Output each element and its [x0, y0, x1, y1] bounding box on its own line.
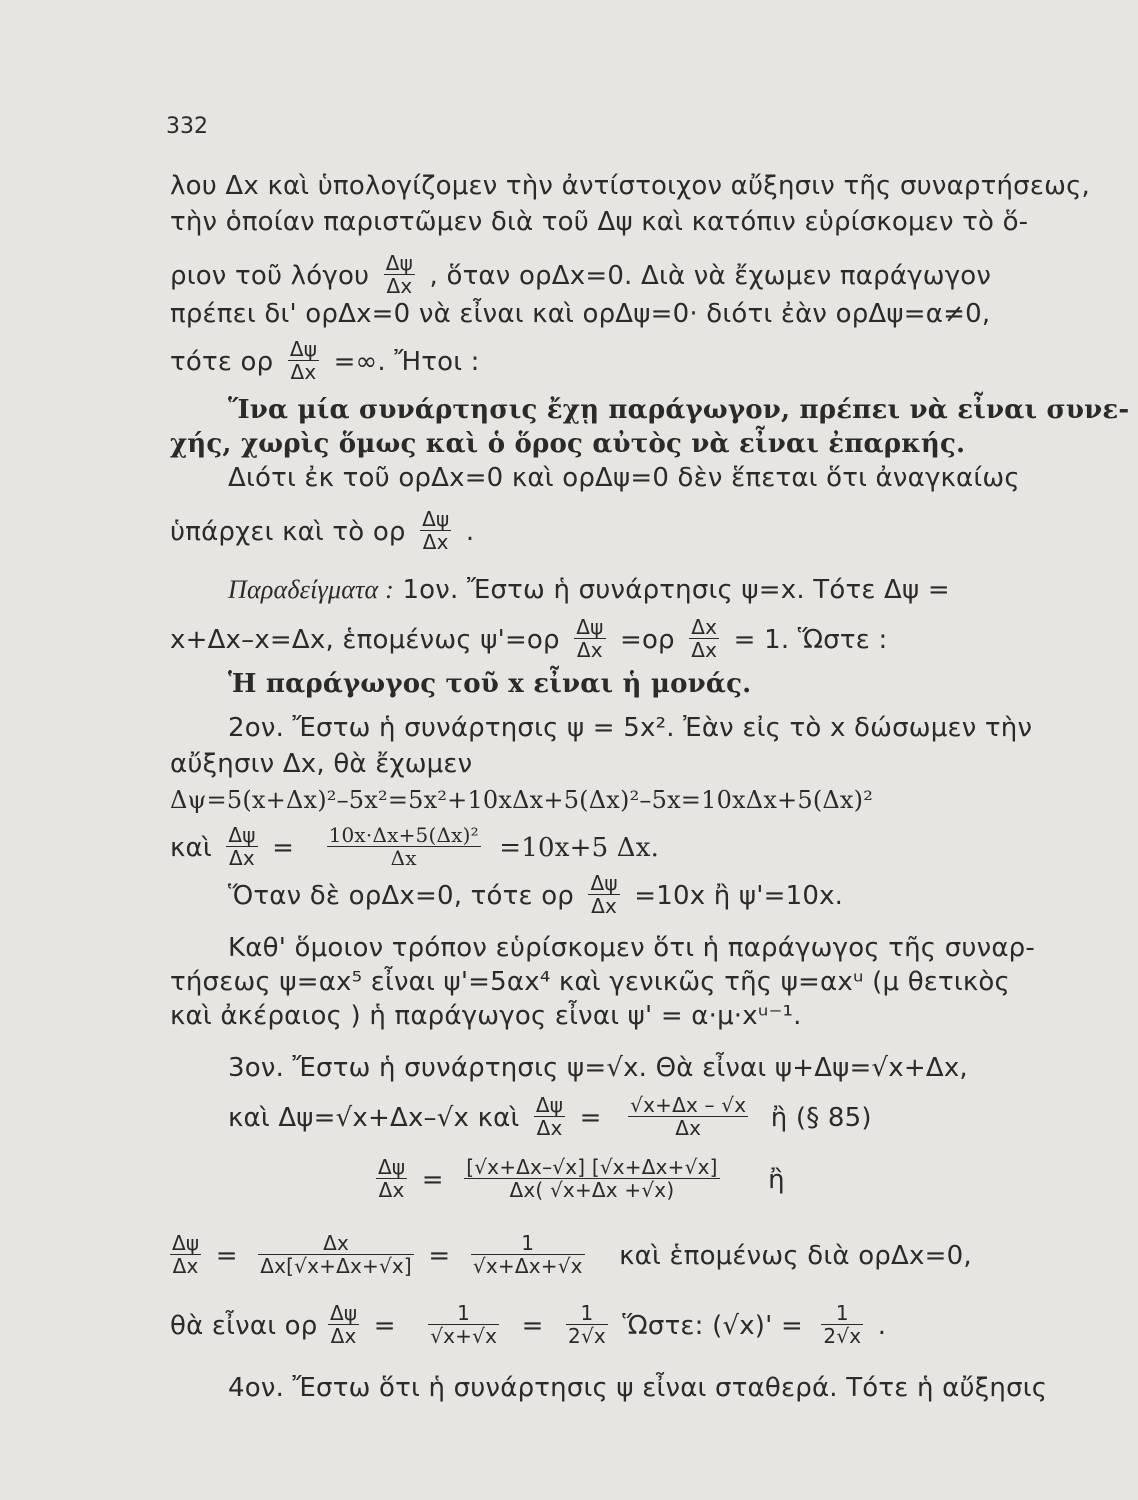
text-line: πρέπει δι' ορΔx=0 νὰ εἶναι καὶ ορΔψ=0· διότι ἐὰν ορΔψ=α≠0,: [170, 299, 991, 329]
fraction-denominator: Δx: [422, 530, 449, 554]
text-line: αὔξησιν Δx, θὰ ἔχωμεν: [170, 749, 473, 779]
fraction-denominator: Δx: [172, 1254, 199, 1278]
theorem-line: Ἡ παράγωγος τοῦ x εἶναι ἡ μονάς.: [228, 669, 752, 699]
fraction-denominator: Δx: [576, 638, 603, 662]
fraction: [376, 1156, 407, 1201]
text-span: Ὅταν δὲ ορΔx=0, τότε ορ: [228, 881, 575, 911]
fraction-denominator: Δx[√x+Δx+√x]: [260, 1254, 412, 1278]
fraction: [574, 616, 605, 661]
text-span: .: [465, 517, 475, 547]
text-line: καὶ ἀκέραιος ) ἡ παράγωγος εἶναι ψ' = α·μ·xᵘ⁻¹.: [170, 1001, 802, 1031]
text-line: τὴν ὁποίαν παριστῶμεν διὰ τοῦ Δψ καὶ κατόπιν εὑρίσκομεν τὸ ὅ-: [170, 207, 1029, 237]
text-line: τήσεως ψ=αx⁵ εἶναι ψ'=5αx⁴ καὶ γενικῶς τῆς ψ=αxᵘ (μ θετικὸς: [170, 967, 1010, 997]
fraction-numerator: 1: [428, 1302, 499, 1325]
text-span: =ορ: [619, 625, 675, 655]
equals-sign: =: [579, 1103, 602, 1133]
fraction-numerator: 1: [471, 1232, 585, 1255]
fraction: [328, 1302, 359, 1347]
fraction: [534, 1094, 565, 1139]
fraction: [689, 616, 719, 661]
fraction-numerator: √x+Δx – √x: [630, 1093, 747, 1117]
text-line: Διότι ἐκ τοῦ ορΔx=0 καὶ ορΔψ=0 δὲν ἕπεται ὅτι ἀναγκαίως: [228, 463, 1020, 493]
fraction-numerator: 1: [821, 1302, 863, 1325]
equals-sign: =: [421, 1165, 444, 1195]
text-line: [170, 251, 992, 299]
equation-line: [170, 1231, 972, 1279]
fraction-denominator: Δx: [536, 1116, 563, 1140]
fraction-numerator: 10x·Δx+5(Δx)²: [328, 823, 479, 847]
equals-sign: =: [521, 1311, 544, 1341]
fraction-denominator: Δx: [386, 274, 413, 298]
fraction: [566, 1302, 608, 1347]
text-span: 1ον. Ἔστω ἡ συνάρτησις ψ=x. Τότε Δψ =: [402, 575, 950, 605]
fraction-numerator: Δx: [258, 1232, 414, 1255]
fraction-numerator: Δψ: [378, 1155, 406, 1179]
text-span: θὰ εἶναι ορ: [170, 1311, 318, 1341]
fraction: [588, 872, 619, 917]
text-span: καὶ: [170, 833, 212, 863]
fraction-numerator: 1: [566, 1302, 608, 1325]
fraction: [288, 338, 319, 383]
text-span: =10x ἢ ψ'=10x.: [634, 881, 844, 911]
fraction: [327, 824, 481, 869]
equation-line: [228, 871, 844, 919]
fraction-denominator: Δx( √x+Δx +√x): [509, 1178, 675, 1202]
equation-line: [170, 823, 660, 871]
equals-sign: =: [373, 1311, 396, 1341]
equals-sign: =: [272, 833, 295, 863]
equation-line: [170, 1301, 887, 1349]
fraction-numerator: Δψ: [385, 251, 414, 275]
equals-sign: =: [428, 1241, 451, 1271]
fraction: [464, 1156, 719, 1201]
fraction-denominator: √x+Δx+√x: [472, 1254, 583, 1278]
text-span: Ὥστε: (√x)' =: [622, 1311, 803, 1341]
fraction-numerator: [√x+Δx–√x] [√x+Δx+√x]: [466, 1155, 718, 1179]
text-span: καὶ Δψ=√x+Δx–√x καὶ: [228, 1103, 520, 1133]
text-line: 3ον. Ἔστω ἡ συνάρτησις ψ=√x. Θὰ εἶναι ψ+Δψ=√x+Δx,: [228, 1053, 968, 1083]
text-span: ριον τοῦ λόγου: [170, 261, 370, 291]
text-span: .: [877, 1311, 887, 1341]
fraction-numerator: Δψ: [228, 823, 256, 847]
fraction-denominator: Δx: [591, 894, 618, 918]
fraction-denominator: Δx: [229, 846, 255, 870]
fraction: [258, 1232, 414, 1277]
text-line: [170, 507, 475, 555]
fraction-denominator: Δx: [675, 1116, 702, 1140]
text-span: ἢ (§ 85): [770, 1103, 872, 1133]
fraction: [420, 508, 451, 553]
equation-line: [228, 1093, 872, 1141]
equation-line: Δψ=5(x+Δx)²–5x²=5x²+10xΔx+5(Δx)²–5x=10xΔx+5(Δx)²: [170, 786, 874, 814]
text-line: 2ον. Ἔστω ἡ συνάρτησις ψ = 5x². Ἐὰν εἰς τὸ x δώσωμεν τὴν: [228, 713, 1033, 743]
equation-line: [370, 1155, 785, 1203]
fraction: [628, 1094, 748, 1139]
fraction: [170, 1232, 201, 1277]
text-line: λου Δx καὶ ὑπολογίζομεν τὴν ἀντίστοιχον αὔξησιν τῆς συναρτήσεως,: [170, 171, 1090, 201]
text-span: = 1. Ὥστε :: [733, 625, 888, 655]
fraction: [428, 1302, 499, 1347]
fraction-numerator: Δψ: [535, 1093, 564, 1117]
fraction-denominator: Δx: [290, 360, 317, 384]
text-line: 4ον. Ἔστω ὅτι ἡ συνάρτησις ψ εἶναι σταθερά. Τότε ἡ αὔξησις: [228, 1373, 1048, 1403]
text-span: , ὅταν ορΔx=0. Διὰ νὰ ἔχωμεν παράγωγον: [429, 261, 992, 291]
fraction-denominator: Δx: [378, 1178, 405, 1202]
text-line: [170, 337, 480, 385]
equals-sign: =: [215, 1241, 238, 1271]
fraction-numerator: Δψ: [422, 507, 450, 531]
text-line: [170, 615, 888, 663]
fraction: [821, 1302, 863, 1347]
text-span: τότε ορ: [170, 347, 274, 377]
fraction-denominator: Δx: [330, 1324, 357, 1348]
text-span: καὶ ἑπομένως διὰ ορΔx=0,: [619, 1241, 972, 1271]
fraction-denominator: 2√x: [568, 1324, 606, 1348]
fraction-numerator: Δψ: [590, 871, 618, 895]
fraction-numerator: Δψ: [289, 337, 318, 361]
theorem-line: Ἵνα μία συνάρτησις ἔχῃ παράγωγον, πρέπει νὰ εἶναι συνε-: [228, 395, 1130, 425]
text-line: [228, 574, 950, 606]
text-span: x+Δx–x=Δx, ἑπομένως ψ'=ορ: [170, 625, 560, 655]
theorem-line: χής, χωρὶς ὅμως καὶ ὁ ὅρος αὐτὸς νὰ εἶναι ἐπαρκής.: [170, 429, 966, 459]
fraction-numerator: Δψ: [329, 1301, 358, 1325]
text-span: ἢ: [768, 1165, 785, 1195]
fraction-numerator: Δψ: [576, 615, 604, 639]
fraction: [384, 252, 415, 297]
fraction: [471, 1232, 585, 1277]
fraction: [226, 824, 257, 869]
fraction-denominator: Δx: [691, 638, 718, 662]
text-span: =∞. Ἤτοι :: [333, 347, 480, 377]
fraction-denominator: Δx: [390, 846, 417, 870]
page-number: 332: [166, 114, 208, 139]
text-span: ὑπάρχει καὶ τὸ ορ: [170, 517, 406, 547]
fraction-denominator: 2√x: [823, 1324, 862, 1348]
examples-label: Παραδείγματα :: [228, 575, 394, 604]
fraction-denominator: √x+√x: [430, 1324, 498, 1348]
fraction-numerator: Δψ: [172, 1231, 200, 1255]
text-span: =10x+5 Δx.: [499, 833, 660, 863]
fraction-numerator: Δx: [691, 615, 718, 639]
text-line: Καθ' ὅμοιον τρόπον εὑρίσκομεν ὅτι ἡ παράγωγος τῆς συναρ-: [228, 933, 1035, 963]
